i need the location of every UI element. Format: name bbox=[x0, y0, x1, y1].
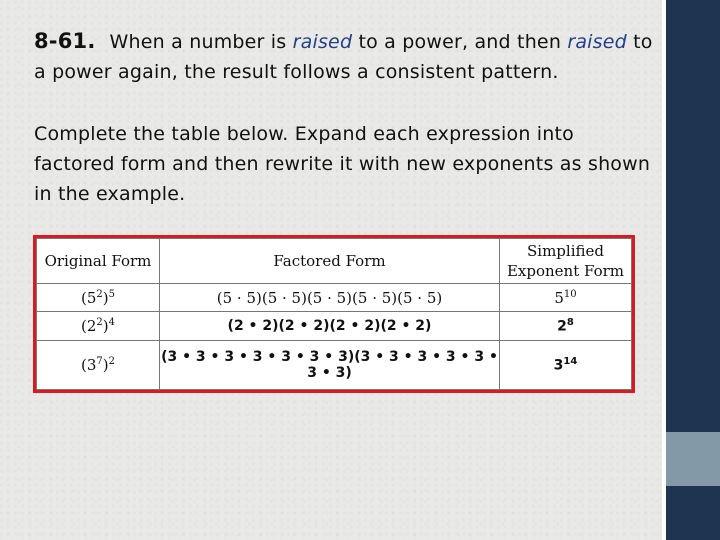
header-simplified: Simplified bbox=[527, 242, 604, 260]
simplified-form-cell bbox=[500, 340, 632, 389]
original-form-cell bbox=[37, 312, 160, 340]
original-outer-exponent: 2 bbox=[108, 355, 115, 367]
header-simplified-exponent-form bbox=[500, 239, 632, 284]
simplified-exponent: 14 bbox=[563, 356, 578, 368]
original-outer-exponent: 4 bbox=[108, 317, 115, 329]
sidebar-accent-block bbox=[666, 432, 720, 486]
simplified-form-cell bbox=[500, 284, 632, 312]
original-close-paren: ) bbox=[102, 355, 109, 374]
factored-form-cell: (2 • 2)(2 • 2)(2 • 2)(2 • 2) bbox=[160, 312, 500, 340]
original-close-paren: ) bbox=[102, 317, 109, 336]
simplified-exponent: 10 bbox=[563, 288, 577, 300]
original-inner-exponent: 7 bbox=[96, 355, 103, 367]
simplified-base: 5 bbox=[554, 288, 564, 307]
table-row bbox=[37, 340, 632, 389]
original-base: (3 bbox=[80, 355, 97, 374]
header-original-form: Original Form bbox=[37, 239, 160, 284]
original-inner-exponent: 2 bbox=[96, 288, 103, 300]
header-factored-form: Factored Form bbox=[160, 239, 500, 284]
problem-statement bbox=[34, 26, 662, 87]
problem-number: 8-61. bbox=[34, 29, 96, 53]
header-exponent-form: Exponent Form bbox=[506, 262, 625, 280]
problem-text-1: When a number is bbox=[109, 31, 293, 53]
simplified-form-cell bbox=[500, 312, 632, 340]
original-close-paren: ) bbox=[102, 288, 109, 307]
problem-emphasis-2: raised bbox=[567, 31, 627, 53]
original-inner-exponent: 2 bbox=[96, 317, 103, 329]
simplified-base: 2 bbox=[557, 318, 567, 335]
original-form-cell bbox=[37, 284, 160, 312]
instructions-text: Complete the table below. Expand each expression into factored form and then rewrite it with new exponents as shown in the example. bbox=[34, 123, 651, 205]
factored-form-cell: (3 • 3 • 3 • 3 • 3 • 3 • 3)(3 • 3 • 3 • 3 • 3 • 3 • 3) bbox=[160, 340, 500, 389]
exponent-table bbox=[33, 235, 635, 393]
table-header-row bbox=[37, 239, 632, 284]
table-row bbox=[37, 312, 632, 340]
table-row bbox=[37, 284, 632, 312]
original-base: (2 bbox=[80, 317, 97, 336]
problem-text-3: to a power again, the result follows a consistent pattern. bbox=[34, 31, 653, 83]
original-base: (5 bbox=[80, 288, 97, 307]
problem-emphasis-1: raised bbox=[292, 31, 353, 53]
original-outer-exponent: 5 bbox=[108, 288, 115, 300]
problem-text-2: to a power, and then bbox=[352, 31, 568, 53]
factored-form-cell: (5 · 5)(5 · 5)(5 · 5)(5 · 5)(5 · 5) bbox=[160, 284, 500, 312]
original-form-cell bbox=[37, 340, 160, 389]
simplified-base: 3 bbox=[553, 357, 564, 374]
simplified-exponent: 8 bbox=[566, 317, 574, 329]
